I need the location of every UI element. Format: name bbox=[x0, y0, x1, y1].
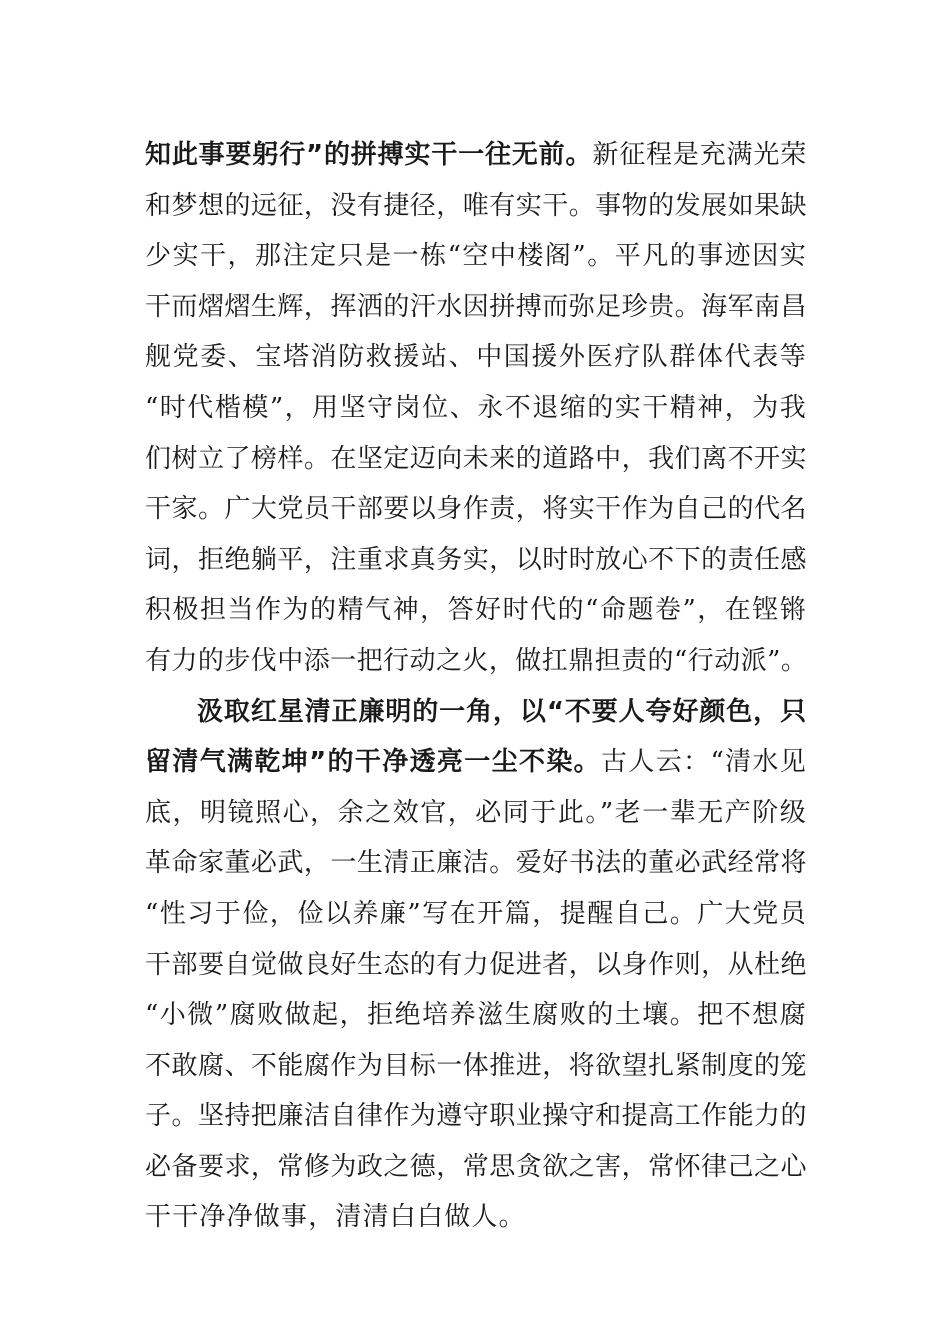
paragraph-1-line bbox=[145, 130, 807, 181]
body-text bbox=[145, 130, 807, 1243]
paragraph-2-line bbox=[145, 737, 807, 788]
paragraph-2-line: 必备要求，常修为政之德，常思贪欲之害，常怀律己之心 bbox=[145, 1151, 807, 1182]
paragraph-1-line: 干而熠熠生辉，挥洒的汗水因拼搏而弥足珍贵。海军南昌 bbox=[145, 291, 807, 322]
bold-heading-fragment: 知此事要躬行”的拼搏实干一往无前。 bbox=[145, 140, 593, 170]
text-fragment: 新征程是充满光荣 bbox=[592, 140, 807, 170]
paragraph-1-line: 词，拒绝躺平，注重求真务实，以时时放心不下的责任感 bbox=[145, 544, 807, 575]
paragraph-2-line: 不敢腐、不能腐作为目标一体推进，将欲望扎紧制度的笼 bbox=[145, 1050, 807, 1081]
paragraph-1-line: 积极担当作为的精气神，答好时代的“命题卷”，在铿锵 bbox=[145, 595, 807, 626]
paragraph-2-line: 底，明镜照心，余之效官，必同于此。”老一辈无产阶级 bbox=[145, 797, 807, 828]
paragraph-1-line: “时代楷模”，用坚守岗位、永不退缩的实干精神，为我 bbox=[145, 392, 807, 423]
paragraph-1-line: 们树立了榜样。在坚定迈向未来的道路中，我们离不开实 bbox=[145, 443, 807, 474]
paragraph-1-line: 干家。广大党员干部要以身作责，将实干作为自己的代名 bbox=[145, 494, 807, 525]
bold-heading-fragment: 留清气满乾坤”的干净透亮一尘不染。 bbox=[145, 747, 602, 778]
paragraph-2-line: “小微”腐败做起，拒绝培养滋生腐败的土壤。把不想腐 bbox=[145, 1000, 807, 1031]
paragraph-2-heading-line: 汲取红星清正廉明的一角，以“不要人夸好颜色，只 bbox=[197, 696, 807, 727]
paragraph-2-line: 干部要自觉做良好生态的有力促进者，以身作则，从杜绝 bbox=[145, 949, 807, 980]
paragraph-1-line: 少实干，那注定只是一栋“空中楼阁”。平凡的事迹因实 bbox=[145, 241, 807, 272]
paragraph-2-line: 子。坚持把廉洁自律作为遵守职业操守和提高工作能力的 bbox=[145, 1101, 807, 1132]
paragraph-1-line: 舰党委、宝塔消防救援站、中国援外医疗队群体代表等 bbox=[145, 342, 807, 373]
paragraph-2 bbox=[145, 687, 807, 1244]
paragraph-2-line: “性习于俭，俭以养廉”写在开篇，提醒自己。广大党员 bbox=[145, 898, 807, 929]
paragraph-2-line: 革命家董必武，一生清正廉洁。爱好书法的董必武经常将 bbox=[145, 848, 807, 879]
paragraph-1-line: 和梦想的远征，没有捷径，唯有实干。事物的发展如果缺 bbox=[145, 190, 807, 221]
paragraph-2-line: 干干净净做事，清清白白做人。 bbox=[145, 1202, 526, 1233]
paragraph-1-line: 有力的步伐中添一把行动之火，做扛鼎担责的“行动派”。 bbox=[145, 645, 808, 676]
paragraph-1 bbox=[145, 130, 807, 687]
text-fragment: 古人云：“清水见 bbox=[601, 747, 807, 778]
